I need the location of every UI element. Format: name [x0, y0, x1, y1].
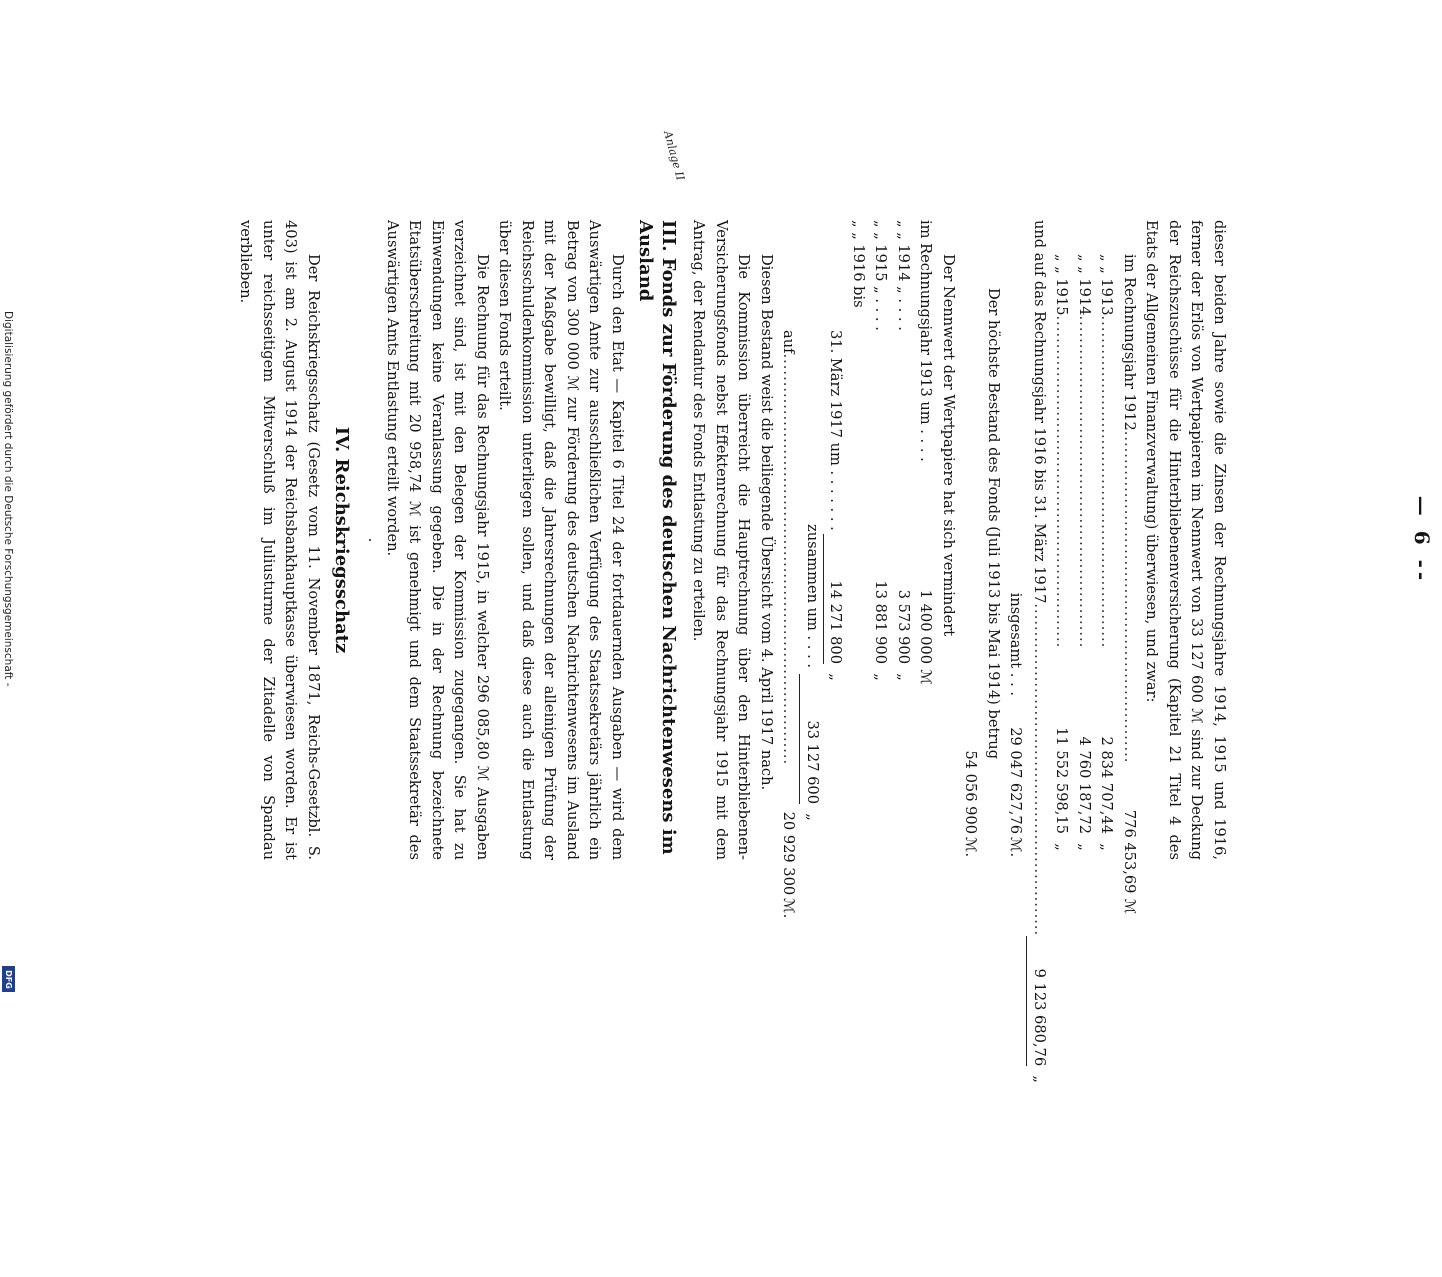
- commission-paragraph: Die Kommission überreicht die Hauptrechnung über den Hinterbliebenen-Versicherungsfonds nebst Effektenrechnung für das Rechnungsjahr 1915 mit dem Antrag, der Rendantur des Fonds Entlastung zu erteilen.: [690, 220, 753, 860]
- section4-paragraph: Der Reichskriegsschatz (Gesetz vom 11. November 1871, Reichs-Gesetzbl. S. 403) ist am 2. August 1914 der Reichsbankhauptkasse überwiesen worden. Er ist unter reichsseitigem Mitverschluß im Juliusturme der Zitadelle von Spandau verblieben.: [237, 220, 322, 860]
- securities-row: 31. März 1917 um . . . . . . . 14 271 800 „: [823, 220, 847, 690]
- securities-row: im Rechnungsjahr 1913 um . . . . 1 400 000 ℳ: [917, 220, 935, 685]
- highest-holding-amount-row: 54 056 900 ℳ.: [962, 750, 980, 858]
- allocation-row: und auf das Rechnungsjahr 1916 bis 31. März 1917 ........................................................... 9 123 680,76 „: [1027, 220, 1051, 860]
- securities-row: „ „ 1914 „ . . . . 3 573 900 „: [895, 220, 912, 681]
- intro-paragraph: dieser beiden Jahre sowie die Zinsen der Rechnungsjahre 1914, 1915 und 1916, ferner der Erlös von Wertpapieren im Nennwert von 33 127 600 ℳ sind zur Deckung der Reichszuschüsse für die Hinterbliebenenversicherung (Kapitel 21 Titel 4 des Etats der Allgemeinen Finanzverwaltung) überwiesen, und zwar:: [1143, 220, 1228, 860]
- page-number: — 6 --: [1410, 495, 1434, 585]
- separator-dot: ·: [361, 537, 379, 543]
- allocation-total-row: insgesamt . . . 29 047 627,76 ℳ.: [1007, 592, 1025, 858]
- section3-paragraph-2: Die Rechnung für das Rechnungsjahr 1915, in welcher 296 085,80 ℳ Ausgaben verzeichnet sind, ist mit den Belegen der Kommission zugegangen. Sie hat zu Einwendungen keine Veranlassung gegeben. Die in der Rechnung bezeichnete Etatsüberschreitung mit 20 958,74 ℳ ist genehmigt und dem Staatssekretär des Auswärtigen Amts Entlastung erteilt worden.: [384, 220, 491, 860]
- securities-table: [823, 220, 937, 690]
- section-heading-4: IV. Reichskriegsschatz: [331, 426, 353, 654]
- allocation-row: „ „ 1913 ........................................................... 2 834 707,44 „: [1098, 254, 1116, 851]
- allocation-table: [1004, 220, 1140, 1083]
- allocation-row: im Rechnungsjahr 1912 ........................................................... 776 453,69 ℳ: [1121, 254, 1138, 915]
- section-heading-3: III. Fonds zur Förderung des deutschen Nachrichtenwesens im Ausland: [635, 220, 679, 855]
- securities-intro: Der Nennwert der Wertpapiere hat sich vermindert: [940, 254, 957, 637]
- securities-row: „ „ 1916 bis: [850, 220, 867, 308]
- securities-final-row: auf ......................................................................... 20 929 300 ℳ.: [780, 330, 798, 919]
- section3-paragraph-1: Durch den Etat — Kapitel 6 Titel 24 der fortdauernden Ausgaben — wird dem Auswärtigen Amte zur ausschließlichen Verfügung des Staatssekretärs jährlich ein Betrag von 300 000 ℳ zur Förderung des deutschen Nachrichtenwesens im Ausland mit der Maßgabe bewilligt, daß die Jahresrechnungen der alleinigen Prüfung der Reichsschuldenkommission unterliegen sollen, und daß diese auch die Entlastung über diesen Fonds erteilt.: [496, 220, 626, 860]
- annex-stamp: Anlage II: [661, 129, 687, 182]
- allocation-row: „ „ 1915 ........................................................... 11 552 598,15 „: [1053, 254, 1071, 851]
- overview-paragraph: Diesen Bestand weist die beiliegende Übersicht vom 4. April 1917 nach.: [758, 254, 775, 791]
- digitization-note: Digitalisierung gefördert durch die Deutsche Forschungsgemeinschaft -: [2, 311, 14, 687]
- highest-holding-row: Der höchste Bestand des Fonds (Juli 1913 bis Mai 1914) betrug: [985, 288, 1002, 760]
- allocation-row: „ „ 1914 ........................................................... 4 760 187,72 „: [1076, 254, 1093, 851]
- dfg-logo-text: DFG: [4, 969, 14, 989]
- document-page: [130, 220, 1434, 1083]
- securities-row: „ „ 1915 „ . . . . 13 881 900 „: [872, 220, 890, 681]
- securities-sum-row: zusammen um . . . . 33 127 600 „: [800, 220, 824, 830]
- dfg-logo: [2, 966, 15, 992]
